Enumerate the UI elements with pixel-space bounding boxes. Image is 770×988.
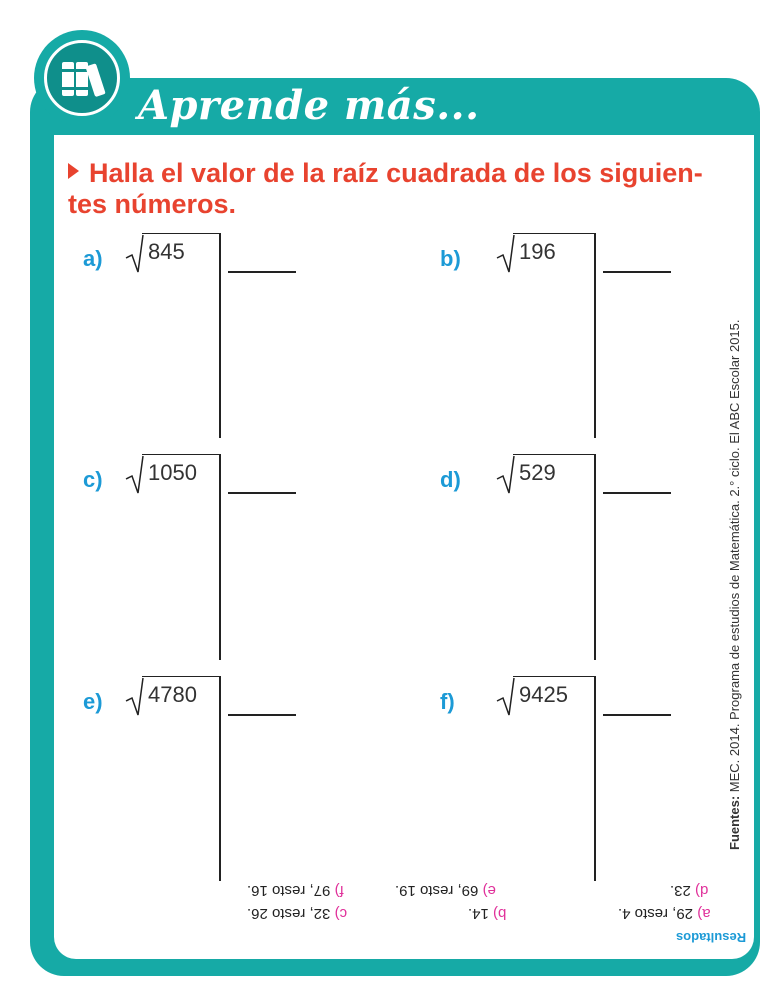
result-letter: e)	[482, 882, 496, 899]
division-line	[594, 233, 596, 438]
result-item	[247, 905, 347, 922]
radicand: 196	[513, 233, 595, 269]
radical-icon	[495, 234, 515, 274]
triangle-bullet-icon	[68, 163, 79, 179]
radicand: 4780	[142, 676, 220, 712]
result-text: 29, resto 4.	[618, 905, 694, 922]
division-line	[594, 676, 596, 881]
radicand: 845	[142, 233, 220, 269]
exercise-letter: d)	[440, 467, 461, 492]
result-text: 32, resto 26.	[247, 905, 331, 922]
result-item	[468, 905, 506, 922]
source-text: MEC. 2014. Programa de estudios de Matemática. 2.° ciclo. El ABC Escolar 2015.	[727, 319, 742, 793]
radical-icon	[124, 455, 144, 495]
answer-line	[603, 714, 671, 716]
result-text: 23.	[670, 882, 691, 899]
result-item	[395, 882, 496, 899]
result-text: 69, resto 19.	[395, 882, 479, 899]
source-label: Fuentes:	[727, 795, 742, 850]
answer-line	[228, 492, 296, 494]
radicand: 9425	[513, 676, 595, 712]
results-title: Resultados	[676, 930, 747, 945]
division-line	[219, 233, 221, 438]
result-text: 14.	[468, 905, 489, 922]
exercise-letter: f)	[440, 689, 455, 714]
instruction	[68, 158, 718, 220]
radicand: 529	[513, 454, 595, 490]
result-item	[247, 882, 344, 899]
exercise-letter: e)	[83, 689, 103, 714]
exercise-letter: b)	[440, 246, 461, 271]
result-letter: b)	[493, 905, 507, 922]
source-note	[727, 270, 742, 850]
header-title: Aprende más...	[138, 82, 480, 129]
result-item	[670, 882, 708, 899]
division-line	[594, 454, 596, 660]
exercise-letter: c)	[83, 467, 103, 492]
division-line	[219, 454, 221, 660]
books-icon	[56, 52, 110, 106]
result-letter: d)	[695, 882, 709, 899]
instruction-text: Halla el valor de la raíz cuadrada de los siguien- tes números.	[68, 158, 703, 219]
result-item	[618, 905, 711, 922]
radicand: 1050	[142, 454, 220, 490]
exercise-letter: a)	[83, 246, 103, 271]
result-text: 97, resto 16.	[247, 882, 331, 899]
result-letter: f)	[334, 882, 344, 899]
division-line	[219, 676, 221, 881]
answer-line	[228, 714, 296, 716]
result-letter: c)	[334, 905, 348, 922]
radical-icon	[124, 234, 144, 274]
answer-line	[228, 271, 296, 273]
answer-line	[603, 492, 671, 494]
radical-icon	[124, 677, 144, 717]
result-letter: a)	[697, 905, 711, 922]
radical-icon	[495, 677, 515, 717]
radical-icon	[495, 455, 515, 495]
answer-line	[603, 271, 671, 273]
